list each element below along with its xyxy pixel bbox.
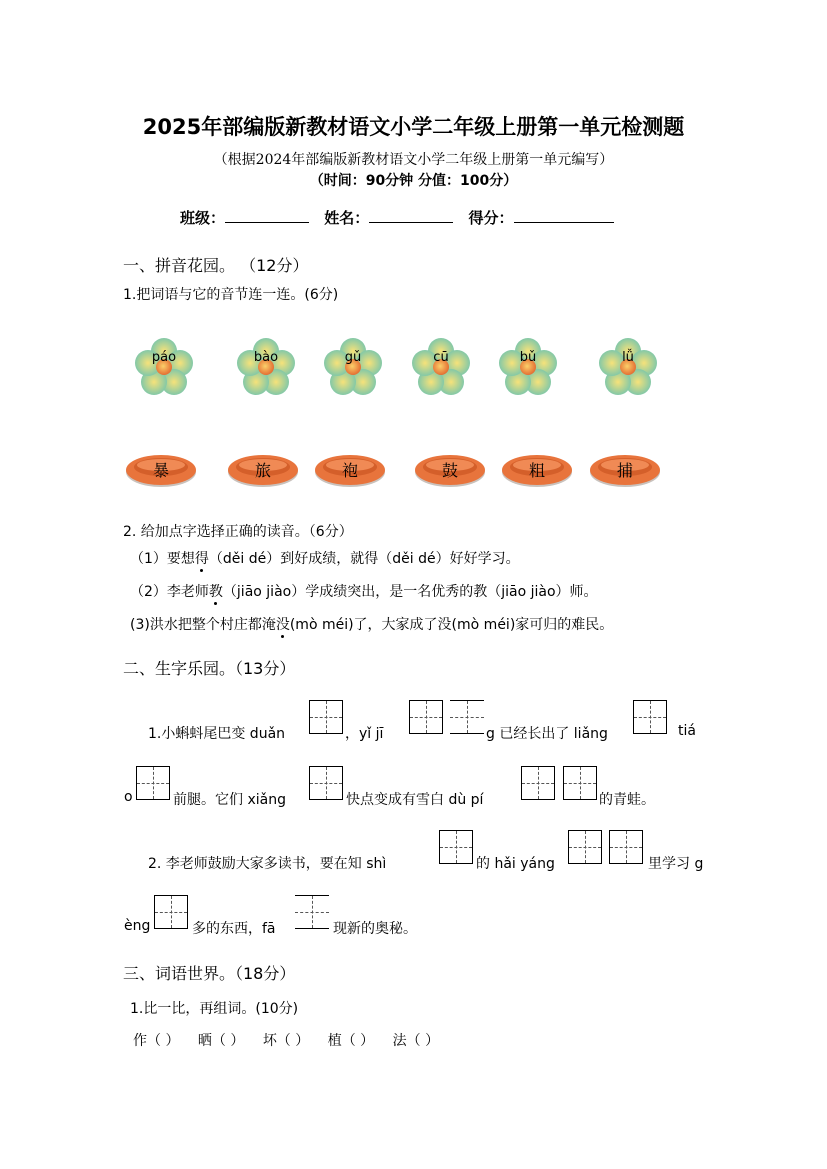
compare-item[interactable]: 作（ ） — [133, 1033, 180, 1049]
plate-char-text: 袍 — [341, 461, 358, 480]
flower-icon — [323, 337, 383, 397]
flower-icon — [598, 337, 658, 397]
compare-item[interactable]: 植（ ） — [327, 1033, 375, 1049]
s2-l2a: o — [124, 789, 133, 805]
section3-heading: 三、词语世界。（18分） — [123, 964, 296, 983]
flower-pinyin[interactable] — [323, 337, 383, 397]
char-box[interactable] — [154, 895, 188, 929]
plate-character[interactable] — [588, 450, 662, 490]
q2-line-1: （1）要想得（děi dé）到好成绩，就得（děi dé）好好学习。 — [130, 551, 520, 567]
section1-q2: 2. 给加点字选择正确的读音。（6分） — [123, 524, 353, 540]
flower-pinyin-text: bǔ — [519, 350, 537, 365]
s2-l4b: 多的东西，fā — [192, 921, 276, 937]
char-box[interactable] — [609, 830, 643, 864]
score-blank[interactable] — [514, 208, 614, 223]
section3-q1: 1.比一比，再组词。(10分) — [130, 1001, 299, 1017]
s2-l1b: ，yǐ jī — [345, 726, 384, 742]
s2-l1d: tiá — [678, 723, 696, 739]
char-box[interactable] — [439, 830, 473, 864]
plate-character[interactable] — [413, 450, 487, 490]
plate-char-text: 旅 — [254, 461, 271, 480]
plate-character[interactable] — [500, 450, 574, 490]
plate-char-text: 暴 — [152, 461, 169, 480]
char-box[interactable] — [568, 830, 602, 864]
q2-line-3: (3)洪水把整个村庄都淹没(mò méi)了，大家成了没(mò méi)家可归的难民。 — [130, 617, 614, 633]
section2-heading: 二、生字乐园。（13分） — [123, 659, 296, 678]
flower-icon — [411, 337, 471, 397]
flower-pinyin-text: lǚ — [622, 350, 634, 365]
class-blank[interactable] — [225, 208, 309, 223]
plate-character[interactable] — [313, 450, 387, 490]
s2-l3a: 2. 李老师鼓励大家多读书，要在知 shì — [148, 856, 387, 872]
flower-pinyin-text: bào — [253, 350, 279, 365]
flower-pinyin[interactable] — [598, 337, 658, 397]
plate-character[interactable] — [226, 450, 300, 490]
q2-line-2: （2）李老师教（jiāo jiào）学成绩突出，是一名优秀的教（jiāo jiào）师。 — [130, 584, 598, 600]
char-box[interactable] — [309, 766, 343, 800]
dotted-char: 得 — [194, 551, 209, 567]
compare-item[interactable]: 法（ ） — [392, 1033, 440, 1049]
plate-char-text: 粗 — [528, 461, 545, 480]
s2-l2d: 的青蛙。 — [599, 792, 655, 808]
student-info-line — [180, 207, 624, 228]
flower-pinyin[interactable] — [411, 337, 471, 397]
char-box[interactable] — [563, 766, 597, 800]
s2-l2b: 前腿。它们 xiǎng — [173, 792, 286, 808]
char-box[interactable] — [633, 700, 667, 734]
score-label: 得分： — [468, 209, 514, 227]
page-title: 2025年部编版新教材语文小学二年级上册第一单元检测题 — [142, 115, 685, 139]
s2-l4c: 现新的奥秘。 — [333, 921, 417, 937]
char-box[interactable] — [409, 700, 443, 734]
flower-pinyin[interactable] — [236, 337, 296, 397]
flower-pinyin-text: gǔ — [344, 350, 362, 365]
plate-char-text: 捕 — [616, 461, 633, 480]
s2-l2c: 快点变成有雪白 dù pí — [346, 792, 484, 808]
char-box[interactable] — [521, 766, 555, 800]
time-score-line: （时间：90分钟 分值：100分） — [309, 173, 518, 189]
s2-l3b: 的 hǎi yáng — [476, 856, 555, 872]
char-box[interactable] — [295, 895, 329, 929]
flower-icon — [236, 337, 296, 397]
dotted-char: 没 — [275, 617, 290, 633]
compare-item[interactable]: 坏（ ） — [262, 1033, 310, 1049]
class-label: 班级： — [180, 209, 226, 227]
s2-l1a: 1.小蝌蚪尾巴变 duǎn — [148, 726, 286, 742]
name-blank[interactable] — [369, 208, 453, 223]
flower-pinyin[interactable] — [498, 337, 558, 397]
flower-icon — [134, 337, 194, 397]
plate-char-text: 鼓 — [441, 461, 458, 480]
s2-l1c: g 已经长出了 liǎng — [486, 726, 608, 742]
s2-l3c: 里学习 g — [648, 856, 704, 872]
flower-pinyin-text: cū — [433, 350, 449, 365]
name-label: 姓名： — [324, 209, 370, 227]
compare-items — [133, 1030, 439, 1050]
plate-character[interactable] — [124, 450, 198, 490]
compare-item[interactable]: 晒（ ） — [197, 1033, 245, 1049]
char-box[interactable] — [136, 766, 170, 800]
flower-pinyin-text: páo — [151, 350, 177, 365]
flower-icon — [498, 337, 558, 397]
char-box[interactable] — [450, 700, 484, 734]
flower-pinyin[interactable] — [134, 337, 194, 397]
dotted-char: 教 — [208, 584, 223, 600]
s2-l4a: èng — [124, 918, 151, 934]
page-subtitle: （根据2024年部编版新教材语文小学二年级上册第一单元编写） — [213, 152, 614, 168]
section1-q1: 1.把词语与它的音节连一连。(6分) — [123, 287, 339, 303]
char-box[interactable] — [309, 700, 343, 734]
section1-heading: 一、拼音花园。 （12分） — [123, 256, 309, 275]
